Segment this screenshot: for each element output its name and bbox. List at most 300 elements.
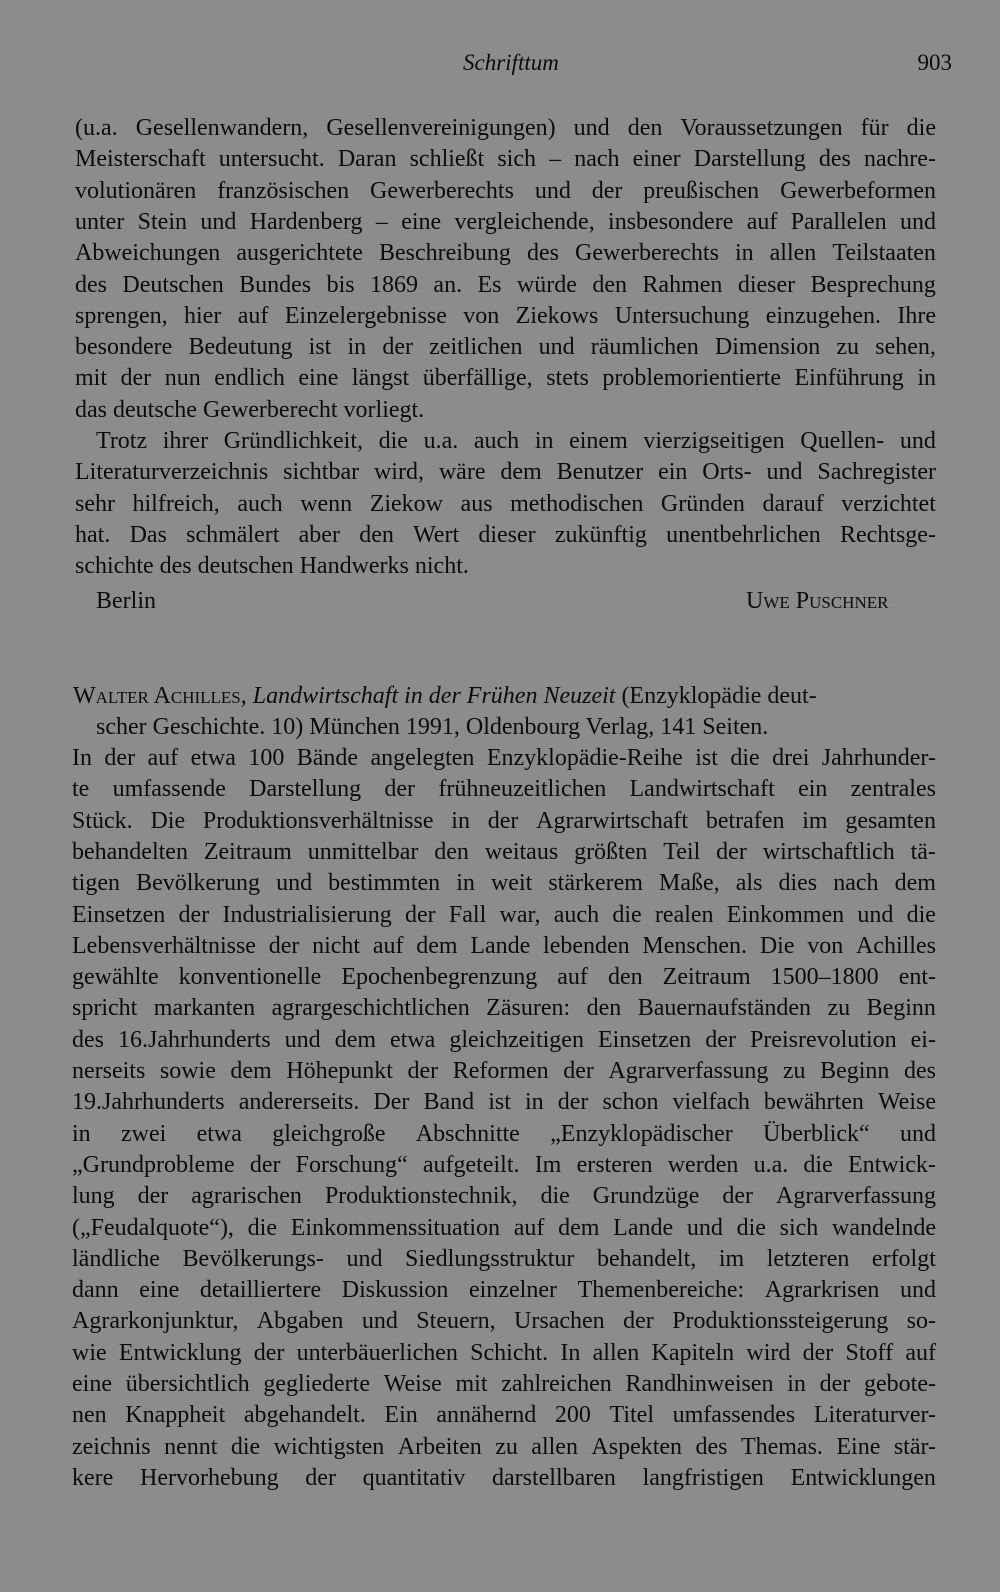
word: im <box>718 1245 745 1272</box>
word: Einsetzen <box>597 1026 692 1053</box>
word: Sachregister <box>817 459 936 486</box>
word: in <box>534 428 554 454</box>
word: dieser <box>478 521 536 548</box>
word: Kapiteln <box>651 1339 735 1366</box>
word: auf <box>746 208 778 235</box>
word: Produktionssteigerung <box>672 1308 889 1335</box>
word: dieser <box>737 271 796 298</box>
word: eine <box>401 208 442 235</box>
word: ausgerichtete <box>236 240 363 267</box>
word: Jahrhunder- <box>821 745 936 771</box>
word: den <box>607 964 643 991</box>
word: Themenbereiche: <box>577 1277 745 1304</box>
word: Maße, <box>659 870 720 897</box>
word: Orts- <box>702 459 752 486</box>
word: dem <box>334 1026 377 1053</box>
word: einzelner <box>469 1277 557 1304</box>
word: 200 <box>554 1402 591 1429</box>
word: in <box>787 1371 806 1397</box>
word: gebote- <box>864 1371 936 1397</box>
word: als <box>735 870 763 897</box>
word: Epochenbegrenzung <box>341 964 538 991</box>
word: räumlichen <box>590 334 699 361</box>
text-line <box>75 519 936 551</box>
word: und <box>200 208 237 235</box>
word: einzugehen. <box>765 302 881 329</box>
word: (u.a. <box>75 115 118 141</box>
word: dem <box>416 932 458 959</box>
word: Entwicklung <box>118 1339 242 1366</box>
word: Agrarkrisen <box>764 1277 880 1304</box>
word: Weise <box>877 1089 936 1116</box>
word: Benutzer <box>556 459 644 486</box>
word: ist <box>488 1089 511 1116</box>
word: auch <box>473 428 520 454</box>
word: schmälert <box>186 521 280 548</box>
word: Grundzüge <box>592 1183 700 1210</box>
text-line <box>72 1274 936 1306</box>
word: und <box>361 1308 398 1335</box>
text-line <box>72 805 936 837</box>
book-citation-details: scher Geschichte. 10) München 1991, Oldenbourg Verlag, 141 Seiten. <box>96 714 769 740</box>
word: Daran <box>337 146 397 173</box>
word: tä- <box>910 838 936 865</box>
word: Lebensverhältnisse <box>72 932 256 959</box>
word: zu <box>495 1433 518 1460</box>
word: gewählte <box>72 964 159 991</box>
word: zahlreichen <box>501 1371 612 1397</box>
word: und <box>573 115 610 141</box>
word: allen <box>769 240 817 267</box>
word: insbesondere <box>608 208 734 235</box>
word: ein <box>798 776 828 803</box>
word: erfolgt <box>871 1245 936 1272</box>
word: ihrer <box>162 428 209 454</box>
word: Meisterschaft <box>75 146 206 173</box>
word: angelegten <box>370 745 475 771</box>
word: des <box>72 1026 104 1053</box>
text-line <box>96 425 936 457</box>
word: der <box>591 177 623 204</box>
word: Höhepunkt <box>286 1058 393 1084</box>
word: den <box>592 271 627 298</box>
word: nerseits <box>72 1058 146 1084</box>
word: die <box>540 1183 570 1210</box>
word: Bundes <box>239 271 312 298</box>
word: und <box>284 1026 321 1053</box>
word: Produktionsverhältnisse <box>202 807 434 834</box>
word: detailliertere <box>199 1277 322 1304</box>
word: der <box>384 776 416 803</box>
word: („Feudalquote“), <box>72 1214 234 1241</box>
word: der <box>137 1183 169 1210</box>
word: zu <box>827 995 851 1022</box>
word: in <box>524 1089 544 1116</box>
word: einem <box>569 428 628 454</box>
word: „Grundprobleme <box>72 1151 235 1178</box>
word: Zeitraum <box>662 964 751 991</box>
word: auch <box>553 901 600 928</box>
word: Einkommen <box>726 901 845 928</box>
text-line <box>72 1368 936 1400</box>
word: Enzyklopädie-Reihe <box>486 745 683 771</box>
word: Ein <box>384 1402 418 1429</box>
word: Beginn <box>866 995 936 1022</box>
word: te <box>72 776 90 803</box>
text-line <box>72 1212 936 1244</box>
word: Stein <box>137 208 187 235</box>
word: gegliederte <box>263 1371 370 1397</box>
word: allen <box>592 1339 640 1366</box>
word: die <box>736 1214 766 1241</box>
word: Trotz <box>96 428 148 454</box>
word: letzteren <box>766 1245 850 1272</box>
word: der <box>819 1371 851 1397</box>
word: Voraussetzungen <box>680 115 843 141</box>
word: Entwicklungen <box>790 1464 936 1491</box>
word: gesamten <box>845 807 936 834</box>
word: Rechtsge- <box>839 521 936 548</box>
word: Siedlungsstruktur <box>405 1245 575 1272</box>
word: stär- <box>893 1433 936 1460</box>
text-line <box>72 1086 936 1118</box>
word: der <box>120 365 152 392</box>
word: aber <box>298 521 340 548</box>
word: zwei <box>120 1120 167 1147</box>
word: Es <box>477 271 502 298</box>
word: der <box>405 901 436 928</box>
word: auf <box>147 745 179 771</box>
word: dem <box>500 459 542 486</box>
word: umfassendes <box>672 1402 796 1429</box>
word: 100 <box>248 745 285 771</box>
word: die <box>906 115 936 141</box>
word: der <box>802 1339 834 1366</box>
word: Quellen- <box>800 428 885 454</box>
text-line <box>75 237 936 269</box>
word: schichte des deutschen Handwerks nicht. <box>75 553 469 580</box>
text-line <box>75 394 424 426</box>
text-line <box>72 992 936 1024</box>
word: Darstellung <box>693 146 806 173</box>
word: sehen, <box>875 334 936 361</box>
book-series: (Enzyklopädie deut- <box>621 683 817 709</box>
word: zeichnis <box>72 1433 151 1460</box>
word: von <box>463 302 500 329</box>
word: der <box>178 901 210 928</box>
word: Aspekten <box>591 1433 683 1460</box>
word: In <box>560 1339 581 1366</box>
word: werden <box>667 1151 739 1178</box>
word: Einsetzen <box>72 901 166 928</box>
word: und <box>857 901 894 928</box>
page-number: 903 <box>917 50 952 75</box>
word: die <box>803 1151 833 1178</box>
word: Menschen. <box>642 932 748 959</box>
word: Themas. <box>740 1433 823 1460</box>
word: zentrales <box>850 776 936 803</box>
word: preußischen <box>643 177 760 204</box>
word: gleichzeitigen <box>449 1026 584 1053</box>
word: Agrarwirtschaft <box>536 807 689 834</box>
word: hier <box>184 302 222 329</box>
word: in <box>72 1120 91 1147</box>
word: und <box>686 1214 723 1241</box>
word: quantitativ <box>362 1464 466 1491</box>
word: Gewerbeformen <box>780 177 936 204</box>
text-line <box>72 742 936 774</box>
word: Ziekows <box>515 302 599 329</box>
word: des <box>818 146 851 173</box>
word: Produktionstechnik, <box>324 1183 518 1210</box>
word: des <box>903 1058 936 1084</box>
word: Fall <box>448 901 487 928</box>
word: der <box>407 1058 439 1084</box>
text-line <box>72 930 936 962</box>
word: eine <box>139 1277 180 1304</box>
word: agrargeschichtlichen <box>271 995 470 1022</box>
word: Bevölkerungs- <box>182 1245 324 1272</box>
word: Diskussion <box>341 1277 449 1304</box>
word: einer <box>632 146 681 173</box>
word: Hardenberg <box>249 208 363 235</box>
text-line <box>75 112 936 144</box>
word: drei <box>772 745 810 771</box>
word: Einzelergebnisse <box>284 302 447 329</box>
word: und <box>899 1120 936 1147</box>
word: schon <box>602 1089 659 1116</box>
word: die <box>730 745 760 771</box>
book-citation <box>73 680 937 712</box>
word: zeitlichen <box>429 334 523 361</box>
word: und <box>534 177 571 204</box>
word: bis <box>326 271 355 298</box>
word: Zeitraum <box>203 838 292 865</box>
word: Das <box>129 521 167 548</box>
word: lung <box>72 1183 115 1210</box>
text-line <box>75 143 936 175</box>
word: umfassende <box>112 776 226 803</box>
word: die <box>378 428 408 454</box>
word: Stück. <box>72 807 133 834</box>
word: im <box>802 807 828 834</box>
word: vielfach <box>672 1089 750 1116</box>
text-line <box>72 1462 936 1494</box>
word: hilfreich, <box>132 490 220 517</box>
word: 19.Jahrhunderts <box>72 1089 225 1116</box>
word: eine <box>298 365 339 392</box>
text-line <box>72 1149 936 1181</box>
word: wird <box>746 1339 791 1366</box>
word: dem <box>230 1058 272 1084</box>
word: zukünftig <box>554 521 647 548</box>
word: Gründlichkeit, <box>223 428 364 454</box>
text-line <box>72 836 936 868</box>
word: auf <box>372 932 404 959</box>
text-line <box>72 1243 936 1275</box>
word: Literaturver- <box>813 1402 936 1429</box>
text-line <box>75 456 936 488</box>
word: der <box>557 1089 589 1116</box>
word: vergleichende, <box>454 208 595 235</box>
word: Teil <box>663 838 701 865</box>
word: in <box>347 334 367 361</box>
text-line <box>72 1055 936 1087</box>
word: in <box>917 365 936 392</box>
word: u.a. <box>423 428 459 454</box>
word: stets <box>546 365 589 392</box>
word: – <box>549 146 562 173</box>
word: nun <box>164 365 201 392</box>
word: schließt <box>409 146 485 173</box>
word: so- <box>906 1308 936 1335</box>
word: aus <box>460 490 493 517</box>
word: markanten <box>153 995 256 1022</box>
text-line <box>72 1180 936 1212</box>
word: auf <box>513 1214 545 1241</box>
text-line <box>75 488 936 520</box>
word: der <box>722 1183 754 1210</box>
word: ist <box>695 745 718 771</box>
word: frühneuzeitlichen <box>438 776 607 803</box>
word: tigen <box>72 870 120 897</box>
word: unentbehrlichen <box>666 521 821 548</box>
word: zu <box>782 1058 806 1084</box>
word: behandelten <box>72 838 188 865</box>
word: sehr <box>75 490 115 517</box>
word: den <box>627 115 663 141</box>
word: Bauernaufständen <box>637 995 811 1022</box>
word: betrafen <box>705 807 785 834</box>
word: Parallelen <box>790 208 887 235</box>
word: Weise <box>383 1371 442 1397</box>
word: agrarischen <box>191 1183 302 1210</box>
word: Agrarkonjunktur, <box>72 1308 239 1335</box>
word: Beginn <box>820 1058 890 1084</box>
text-line <box>75 175 936 207</box>
word: die <box>612 901 642 928</box>
word: Gewerberechts <box>575 240 719 267</box>
word: für <box>860 115 889 141</box>
word: nennt <box>164 1433 218 1460</box>
word: ein <box>658 459 688 486</box>
word: Darstellung <box>249 776 362 803</box>
word: Der <box>373 1089 410 1116</box>
word: der <box>487 807 519 834</box>
word: kere <box>72 1464 114 1491</box>
word: ländliche <box>72 1245 160 1272</box>
word: und <box>276 870 313 897</box>
word: sprengen, <box>75 302 168 329</box>
word: Literaturverzeichnis <box>75 459 269 486</box>
word: Titel <box>609 1402 655 1429</box>
word: eine <box>72 1371 112 1397</box>
word: Gründen <box>660 490 745 517</box>
text-line <box>72 1305 936 1337</box>
word: Lande <box>470 932 531 959</box>
word: des <box>526 240 559 267</box>
word: unter <box>75 208 125 235</box>
word: Ziekow <box>369 490 444 517</box>
word: Landwirtschaft <box>629 776 775 803</box>
word: hat. <box>75 521 111 548</box>
word: konventionelle <box>178 964 322 991</box>
word: der <box>104 745 136 771</box>
word: bestimmten <box>328 870 441 897</box>
word: Bevölkerung <box>136 870 261 897</box>
word: Preisrevolution <box>749 1026 897 1053</box>
text-line <box>72 961 936 993</box>
book-author: Walter Achilles, <box>73 683 247 709</box>
word: sich <box>779 1214 819 1241</box>
word: des <box>75 271 107 298</box>
word: Gesellenwandern, <box>135 115 309 141</box>
word: verzichtet <box>841 490 936 517</box>
word: spricht <box>72 995 138 1022</box>
word: endlich <box>214 365 285 392</box>
word: Bedeutung <box>188 334 293 361</box>
word: das deutsche Gewerberecht vorliegt. <box>75 396 425 423</box>
word: ent- <box>898 964 936 991</box>
review-place: Berlin <box>96 588 156 614</box>
word: allen <box>531 1433 578 1460</box>
word: Eine <box>836 1433 881 1460</box>
word: untersucht. <box>218 146 325 173</box>
word: Ursachen <box>514 1308 605 1335</box>
word: Lande <box>613 1214 674 1241</box>
word: die <box>906 901 936 928</box>
word: abgehandelt. <box>243 1402 366 1429</box>
word: auf <box>557 964 588 991</box>
word: die <box>230 1433 261 1460</box>
word: Teilstaaten <box>832 240 936 267</box>
text-line <box>75 362 936 394</box>
word: der <box>249 1151 281 1178</box>
word: realen <box>654 901 714 928</box>
word: den <box>359 521 394 548</box>
word: Stoff <box>845 1339 894 1366</box>
word: Achilles <box>855 932 936 959</box>
word: problemorientierte <box>602 365 781 392</box>
word: der <box>268 932 300 959</box>
word: auf <box>905 1339 936 1366</box>
reviewer-name: Uwe Puschner <box>746 588 889 614</box>
word: Abschnitte <box>415 1120 520 1147</box>
word: Agrarverfassung <box>608 1058 769 1084</box>
word: Rahmen <box>642 271 723 298</box>
word: der <box>705 1026 736 1053</box>
word: Arbeiten <box>397 1433 482 1460</box>
word: u.a. <box>753 1151 789 1178</box>
word: Hervorhebung <box>139 1464 279 1491</box>
word: in <box>734 240 754 267</box>
word: Band <box>423 1089 475 1116</box>
word: Untersuchung <box>614 302 750 329</box>
text-line <box>75 300 936 332</box>
word: besondere <box>75 334 173 361</box>
word: langfristigen <box>642 1464 764 1491</box>
word: unmittelbar <box>307 838 419 865</box>
text-line <box>72 867 936 899</box>
word: Überblick“ <box>763 1120 870 1147</box>
text-line <box>75 331 936 363</box>
word: Gewerberechts <box>370 177 514 204</box>
word: war, <box>499 901 541 928</box>
word: stärkerem <box>548 870 643 897</box>
word: der <box>716 838 747 865</box>
word: auch <box>237 490 283 517</box>
word: Die <box>150 807 186 834</box>
